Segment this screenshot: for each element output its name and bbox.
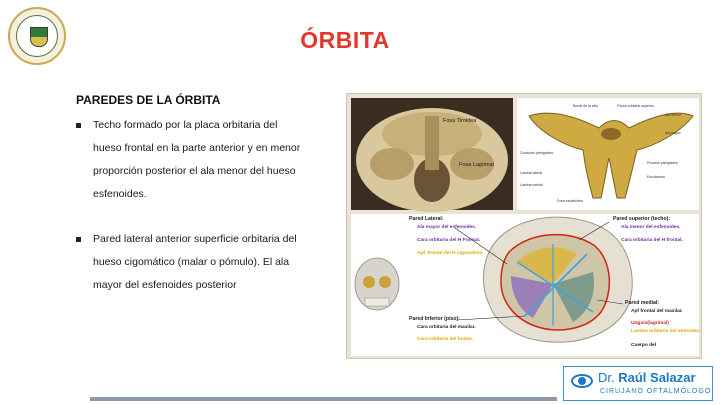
pared-superior-item: Cara orbitaria del H frontal. [621, 238, 683, 243]
brand-subtitle: CIRUJANO OFTALMÓLOGO [600, 388, 712, 395]
label-sphenoid: Fosa escafoidea [557, 199, 583, 203]
anatomy-illustration [347, 94, 702, 359]
pared-lateral-item: Apf. frontal del H cigomático. [417, 251, 484, 256]
pared-lateral-item: Ala mayor del esfenoides. [417, 225, 477, 230]
bullet-list [76, 114, 308, 297]
bullet-item [76, 114, 308, 206]
label-sphenoid: Borde de la silla [573, 104, 598, 108]
pared-medial-item: Apf frontal del maxilar. [631, 309, 683, 314]
label-sphenoid: Conducto pterigoideo [520, 151, 554, 155]
pared-medial-item: Cuerpo del [631, 343, 657, 348]
label-sphenoid: Lámina medial [520, 183, 543, 187]
label-fosa-tiroidea: Fosa Tiroidea [443, 118, 477, 124]
pared-medial-item: Lamina orbitaria del etmoides. [631, 329, 701, 334]
slide-title: ÓRBITA [300, 27, 390, 53]
university-seal-logo [8, 7, 66, 65]
label-fosa-lagrimal: Fosa Lagrimal [459, 162, 494, 168]
bullet-text: Techo formado por la placa orbitaria del hueso frontal en la parte anterior y en menor proporción posterior el ala menor del hueso esfenoides. [93, 119, 301, 200]
brand-name [598, 370, 696, 385]
pared-superior-title: Pared superior (techo): [613, 216, 671, 222]
shield-icon [30, 27, 48, 47]
bullet-item [76, 228, 308, 297]
label-sphenoid: Ala mayor [665, 131, 681, 135]
square-bullet-icon [76, 123, 81, 128]
pared-inferior-item: Cara orbitaria del maxilar. [417, 325, 476, 330]
label-sphenoid: Ala menor [665, 113, 681, 117]
label-sphenoid: Escotadura [647, 175, 665, 179]
pared-inferior-title: Pared Inferior (piso): [409, 316, 461, 322]
pared-lateral-item: Cara orbitaria del H Frontal. [417, 238, 481, 243]
section-heading: PAREDES DE LA ÓRBITA [76, 93, 221, 107]
seal-inner-ring [16, 15, 58, 57]
label-sphenoid: Lámina lateral [520, 171, 542, 175]
footer-divider [90, 397, 557, 401]
brand-prefix: Dr. [598, 370, 619, 385]
label-sphenoid: Fisura orbitaria superior [617, 104, 654, 108]
pared-inferior-item: Cara orbitaria del hueso. [417, 337, 474, 342]
pared-lateral-title: Pared Lateral: [409, 216, 444, 222]
eye-icon [571, 374, 593, 388]
brand-surname: Raúl Salazar [618, 370, 696, 385]
square-bullet-icon [76, 237, 81, 242]
pared-superior-item: Ala menor del esfenoides. [621, 225, 681, 230]
orbit-anatomy-figure [346, 93, 702, 359]
bullet-text: Pared lateral anterior superficie orbitaria del hueso cigomático (malar o pómulo). El ala mayor del esfenoides posterior [93, 233, 297, 291]
brand-logo [563, 366, 713, 401]
pared-medial-title: Pared medial: [625, 300, 660, 306]
label-sphenoid: Proceso pterigoideo [647, 161, 679, 165]
pared-medial-item: Unguis(lagrimal) [631, 321, 669, 326]
